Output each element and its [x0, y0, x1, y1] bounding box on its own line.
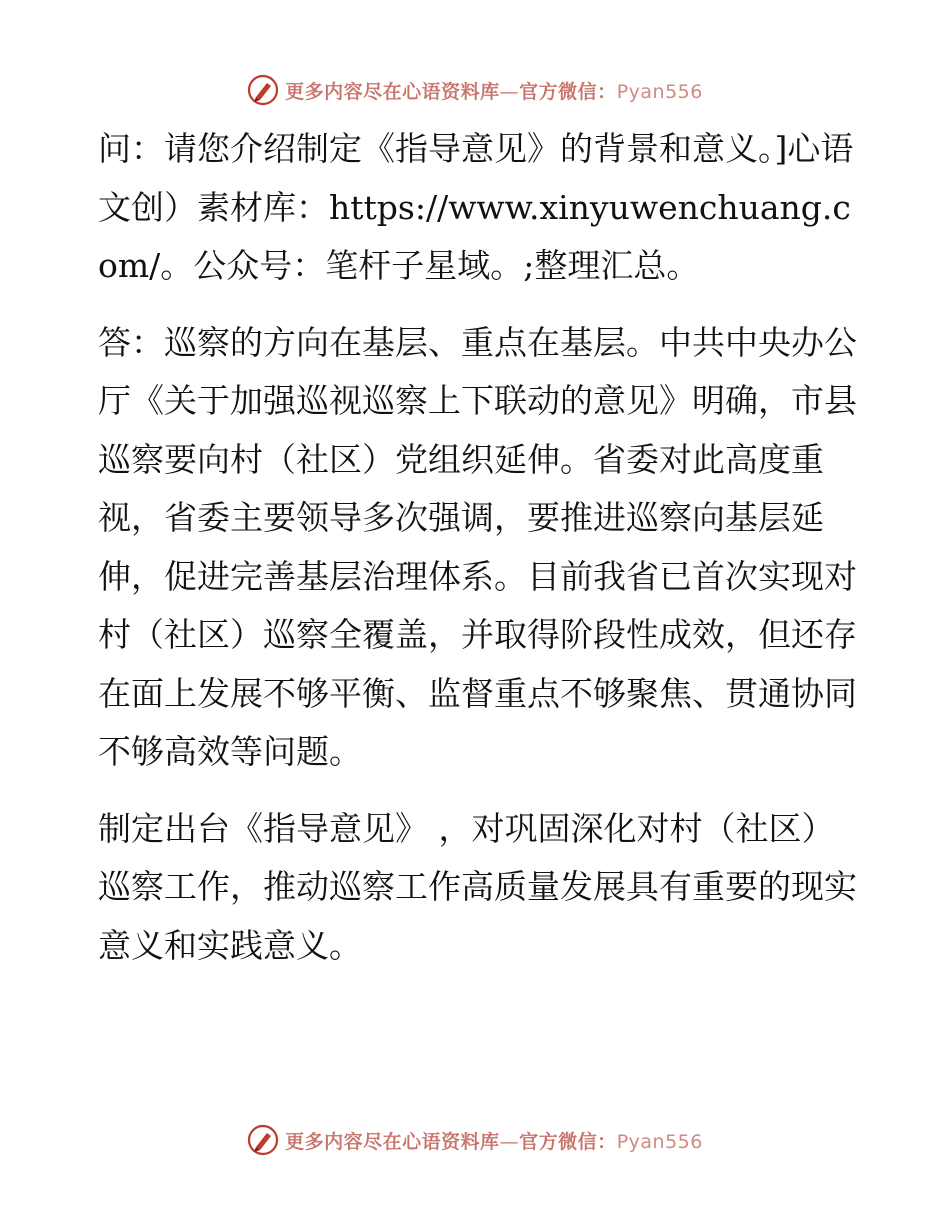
header-banner-slogan: 更多内容尽在心语资料库 [285, 80, 500, 103]
answer-paragraph: 答：巡察的方向在基层、重点在基层。中共中央办公厅《关于加强巡视巡察上下联动的意见》明确，市县巡察要向村（社区）党组织延伸。省委对此高度重视，省委主要领导多次强调，要推进巡察向基层延伸，促进完善基层治理体系。目前我省已首次实现对村（社区）巡察全覆盖，并取得阶段性成效，但还存在面上发展不够平衡、监督重点不够聚焦、贯通协同不够高效等问题。 [98, 322, 857, 771]
pen-logo-icon [247, 74, 279, 106]
paragraph-gap [98, 782, 858, 800]
header-wechat-label: 官方微信： [519, 80, 617, 103]
footer-banner-separator: — [499, 1130, 520, 1153]
header-banner-separator: — [499, 80, 520, 103]
header-banner-text [285, 77, 703, 104]
document-body [98, 120, 858, 975]
footer-banner-inner [247, 1124, 703, 1156]
header-wechat-account: Pyan556 [616, 80, 703, 103]
footer-wechat-label: 官方微信： [519, 1130, 617, 1153]
header-banner [0, 70, 950, 110]
footer-banner [0, 1120, 950, 1160]
paragraph-gap [98, 296, 858, 314]
footer-wechat-account: Pyan556 [616, 1130, 703, 1153]
pen-logo-icon [247, 1124, 279, 1156]
header-banner-inner [247, 74, 703, 106]
question-paragraph: 问：请您介绍制定《指导意见》的背景和意义。]心语文创）素材库：https://www.xinyuwenchuang.com/。公众号：笔杆子星域。;整理汇总。 [98, 129, 854, 285]
footer-banner-text [285, 1127, 703, 1154]
conclusion-paragraph: 制定出台《指导意见》 ，对巩固深化对村（社区）巡察工作，推动巡察工作高质量发展具有重要的现实意义和实践意义。 [98, 808, 857, 965]
footer-banner-slogan: 更多内容尽在心语资料库 [285, 1130, 500, 1153]
